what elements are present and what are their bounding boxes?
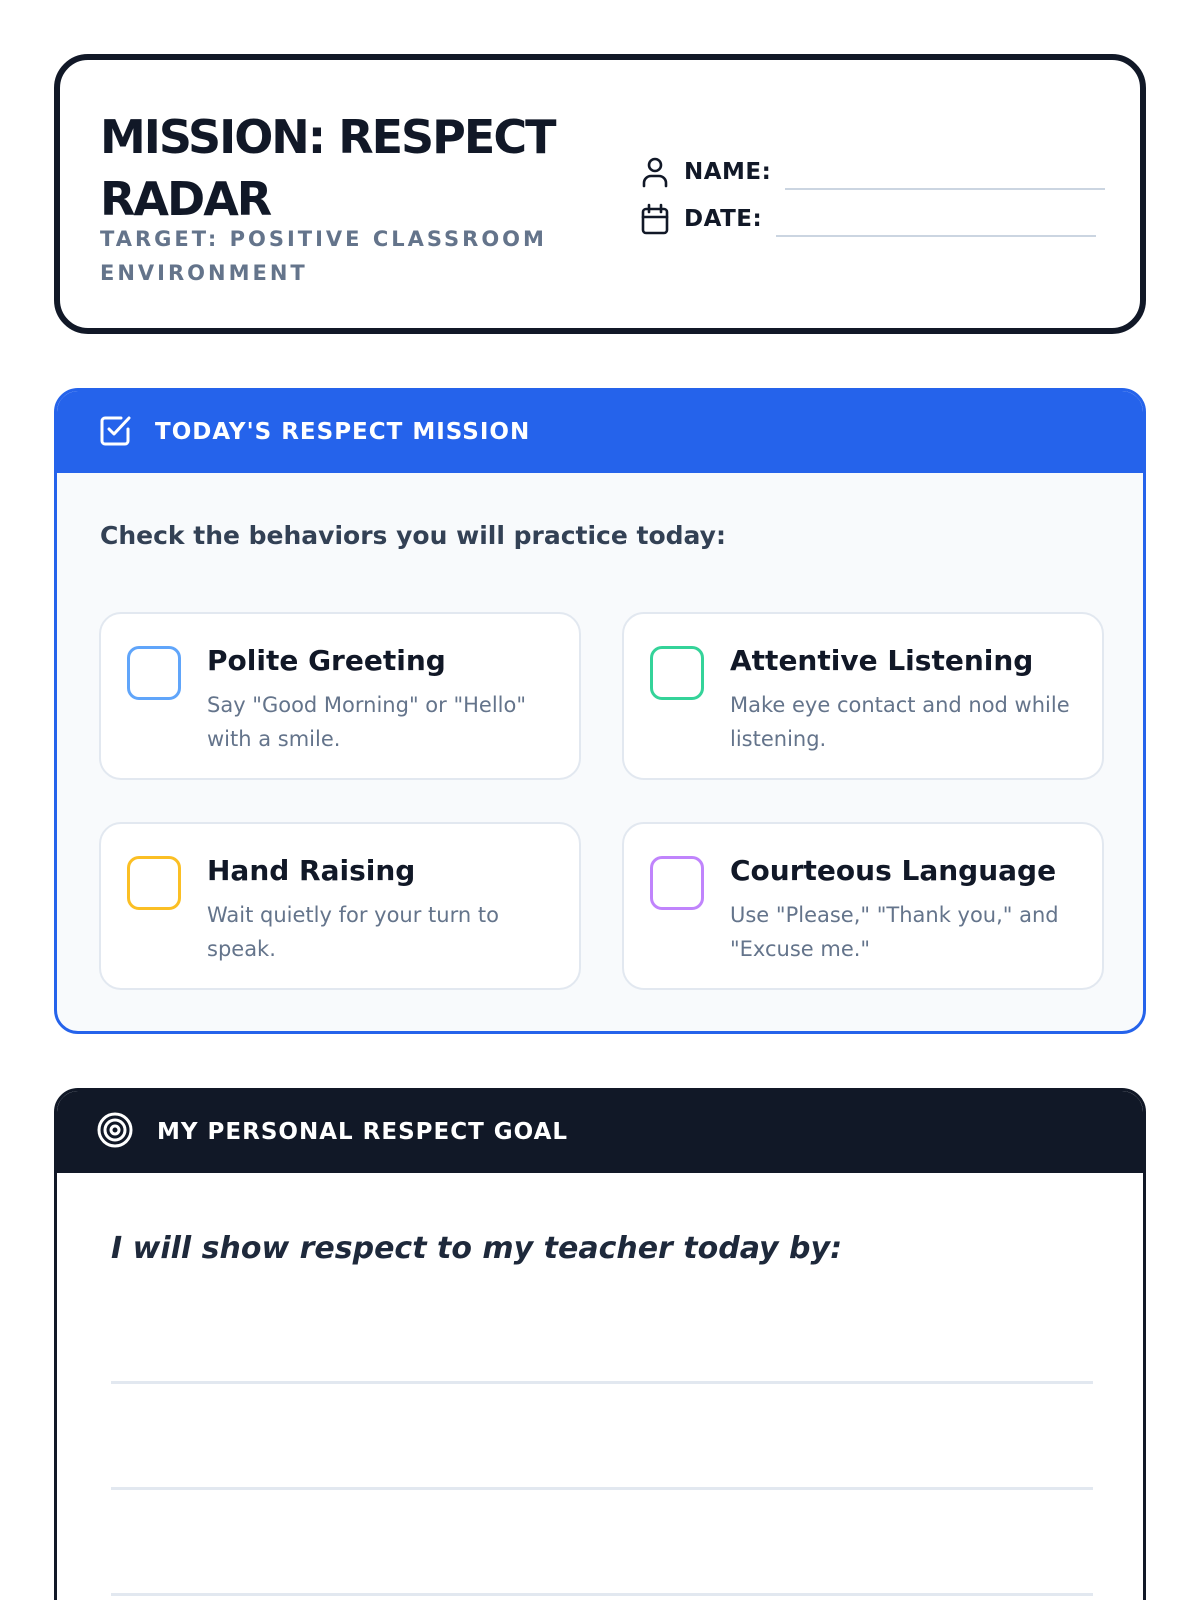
user-icon	[638, 155, 672, 189]
behavior-card-hand-raising[interactable]	[99, 822, 581, 990]
goal-header	[57, 1091, 1143, 1173]
date-line[interactable]	[776, 235, 1096, 237]
behavior-title: Attentive Listening	[730, 644, 1034, 677]
name-label: NAME:	[684, 159, 772, 185]
calendar-icon	[638, 202, 672, 236]
goal-title: MY PERSONAL RESPECT GOAL	[157, 1119, 569, 1145]
goal-section	[54, 1088, 1146, 1600]
date-field[interactable]	[638, 199, 1096, 239]
behavior-title: Courteous Language	[730, 854, 1057, 887]
target-icon	[95, 1110, 135, 1154]
name-line[interactable]	[785, 188, 1105, 190]
mission-section	[54, 388, 1146, 1034]
check-square-icon	[97, 412, 133, 452]
behavior-card-polite-greeting[interactable]	[99, 612, 581, 780]
mission-prompt: Check the behaviors you will practice today:	[100, 521, 726, 550]
behavior-title: Polite Greeting	[207, 644, 446, 677]
mission-header	[57, 391, 1143, 473]
checkbox[interactable]	[127, 856, 181, 910]
behavior-description: Wait quietly for your turn to speak.	[207, 903, 499, 961]
goal-prompt: I will show respect to my teacher today by:	[111, 1231, 843, 1266]
writing-line[interactable]	[111, 1487, 1093, 1490]
page-subtitle: TARGET: POSITIVE CLASSROOM ENVIRONMENT	[100, 227, 547, 285]
writing-line[interactable]	[111, 1381, 1093, 1384]
behavior-card-attentive-listening[interactable]	[622, 612, 1104, 780]
behavior-description: Use "Please," "Thank you," and "Excuse me."	[730, 903, 1059, 961]
name-field[interactable]	[638, 152, 1105, 192]
date-label: DATE:	[684, 206, 763, 232]
checkbox[interactable]	[650, 646, 704, 700]
writing-line[interactable]	[111, 1593, 1093, 1596]
mission-title: TODAY'S RESPECT MISSION	[155, 419, 531, 445]
checkbox[interactable]	[650, 856, 704, 910]
header-card	[54, 54, 1146, 334]
behavior-description: Say "Good Morning" or "Hello" with a smile.	[207, 693, 526, 751]
behavior-description: Make eye contact and nod while listening.	[730, 693, 1070, 751]
behavior-title: Hand Raising	[207, 854, 416, 887]
behavior-card-courteous-language[interactable]	[622, 822, 1104, 990]
page-title: MISSION: RESPECT RADAR	[100, 110, 555, 226]
checkbox[interactable]	[127, 646, 181, 700]
